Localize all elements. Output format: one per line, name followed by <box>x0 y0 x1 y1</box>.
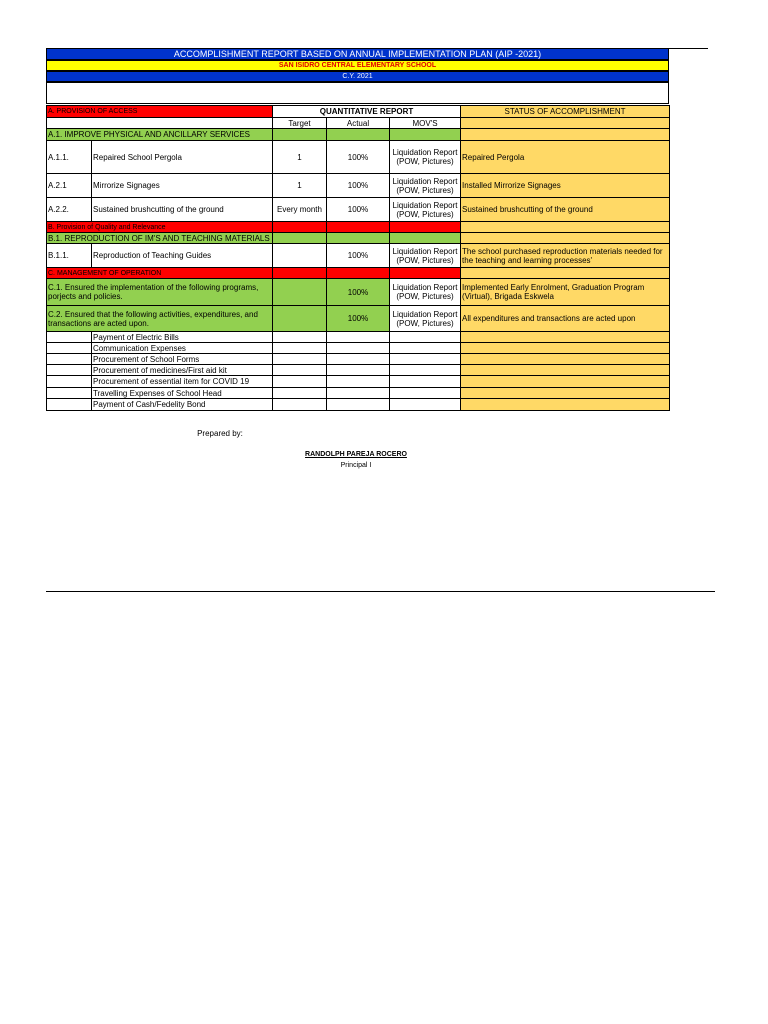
header-row-1 <box>47 106 670 118</box>
row-actual: 100% <box>327 174 390 198</box>
section-b-row <box>47 222 670 233</box>
row-mov: Liquidation Report (POW, Pictures) <box>390 141 461 174</box>
status-header: STATUS OF ACCOMPLISHMENT <box>461 106 670 118</box>
row-description: C.2. Ensured that the following activities, expenditures, and transactions are acted upon. <box>47 306 273 332</box>
table-row <box>47 174 670 198</box>
signatory-position: Principal I <box>340 462 372 469</box>
b1-row <box>47 233 670 244</box>
row-target: 1 <box>273 141 327 174</box>
row-description: Mirrorize Signages <box>92 174 273 198</box>
row-target: 1 <box>273 174 327 198</box>
header-row-2 <box>47 118 670 129</box>
section-a-heading: A. PROVISION OF ACCESS <box>47 106 273 118</box>
item-description: Communication Expenses <box>92 343 273 354</box>
list-item <box>47 354 670 365</box>
row-mov: Liquidation Report (POW, Pictures) <box>390 174 461 198</box>
item-description: Procurement of School Forms <box>92 354 273 365</box>
list-item <box>47 343 670 354</box>
table-row <box>47 244 670 268</box>
table-row <box>47 306 670 332</box>
row-status: Sustained brushcutting of the ground <box>461 198 670 222</box>
list-item <box>47 332 670 343</box>
b1-label: B.1. REPRODUCTION OF IM'S AND TEACHING MATERIALS <box>47 233 273 244</box>
list-item <box>47 376 670 388</box>
row-target: Every month <box>273 198 327 222</box>
row-actual: 100% <box>327 306 390 332</box>
row-actual: 100% <box>327 198 390 222</box>
section-b-heading: B. Provision of Quality and Relevance <box>47 222 273 233</box>
item-description: Travelling Expenses of School Head <box>92 388 273 399</box>
a1-row <box>47 129 670 141</box>
row-code: A.2.1 <box>47 174 92 198</box>
target-column-header: Target <box>273 118 327 129</box>
item-description: Payment of Electric Bills <box>92 332 273 343</box>
calendar-year: C.Y. 2021 <box>46 71 669 82</box>
quantitative-report-header: QUANTITATIVE REPORT <box>273 106 461 118</box>
row-description: Repaired School Pergola <box>92 141 273 174</box>
item-description: Procurement of essential item for COVID 19 <box>92 376 273 388</box>
row-status: All expenditures and transactions are acted upon <box>461 306 670 332</box>
section-c-row <box>47 268 670 279</box>
actual-column-header: Actual <box>327 118 390 129</box>
table-row <box>47 141 670 174</box>
row-status: Repaired Pergola <box>461 141 670 174</box>
accomplishment-table <box>46 105 670 411</box>
list-item <box>47 399 670 411</box>
row-status: Installed Mirrorize Signages <box>461 174 670 198</box>
prepared-by-label: Prepared by: <box>197 429 243 438</box>
list-item <box>47 365 670 376</box>
item-description: Procurement of medicines/First aid kit <box>92 365 273 376</box>
row-mov: Liquidation Report (POW, Pictures) <box>390 306 461 332</box>
section-c-heading: C. MANAGEMENT OF OPERATION <box>47 268 273 279</box>
item-description: Payment of Cash/Fedelity Bond <box>92 399 273 411</box>
row-code: B.1.1. <box>47 244 92 268</box>
signatory-name: RANDOLPH PAREJA ROCERO <box>305 451 407 458</box>
row-code: A.2.2. <box>47 198 92 222</box>
row-description: Sustained brushcutting of the ground <box>92 198 273 222</box>
table-row <box>47 279 670 306</box>
row-actual: 100% <box>327 141 390 174</box>
row-mov: Liquidation Report (POW, Pictures) <box>390 279 461 306</box>
list-item <box>47 388 670 399</box>
row-status: The school purchased reproduction materials needed for the teaching and learning processes' <box>461 244 670 268</box>
table-row <box>47 198 670 222</box>
row-target <box>273 244 327 268</box>
school-name: SAN ISIDRO CENTRAL ELEMENTARY SCHOOL <box>46 60 669 71</box>
report-title: ACCOMPLISHMENT REPORT BASED ON ANNUAL IMPLEMENTATION PLAN (AIP -2021) <box>46 48 669 60</box>
row-description: C.1. Ensured the implementation of the following programs, porjects and policies. <box>47 279 273 306</box>
movs-column-header: MOV'S <box>390 118 461 129</box>
bottom-rule <box>46 591 715 592</box>
a1-label: A.1. IMPROVE PHYSICAL AND ANCILLARY SERVICES <box>47 129 273 141</box>
row-actual: 100% <box>327 244 390 268</box>
row-code: A.1.1. <box>47 141 92 174</box>
row-actual: 100% <box>327 279 390 306</box>
row-mov: Liquidation Report (POW, Pictures) <box>390 244 461 268</box>
row-status: Implemented Early Enrolment, Graduation Program (Virtual), Brigada Eskwela <box>461 279 670 306</box>
blank-row <box>46 82 669 104</box>
row-mov: Liquidation Report (POW, Pictures) <box>390 198 461 222</box>
row-description: Reproduction of Teaching Guides <box>92 244 273 268</box>
